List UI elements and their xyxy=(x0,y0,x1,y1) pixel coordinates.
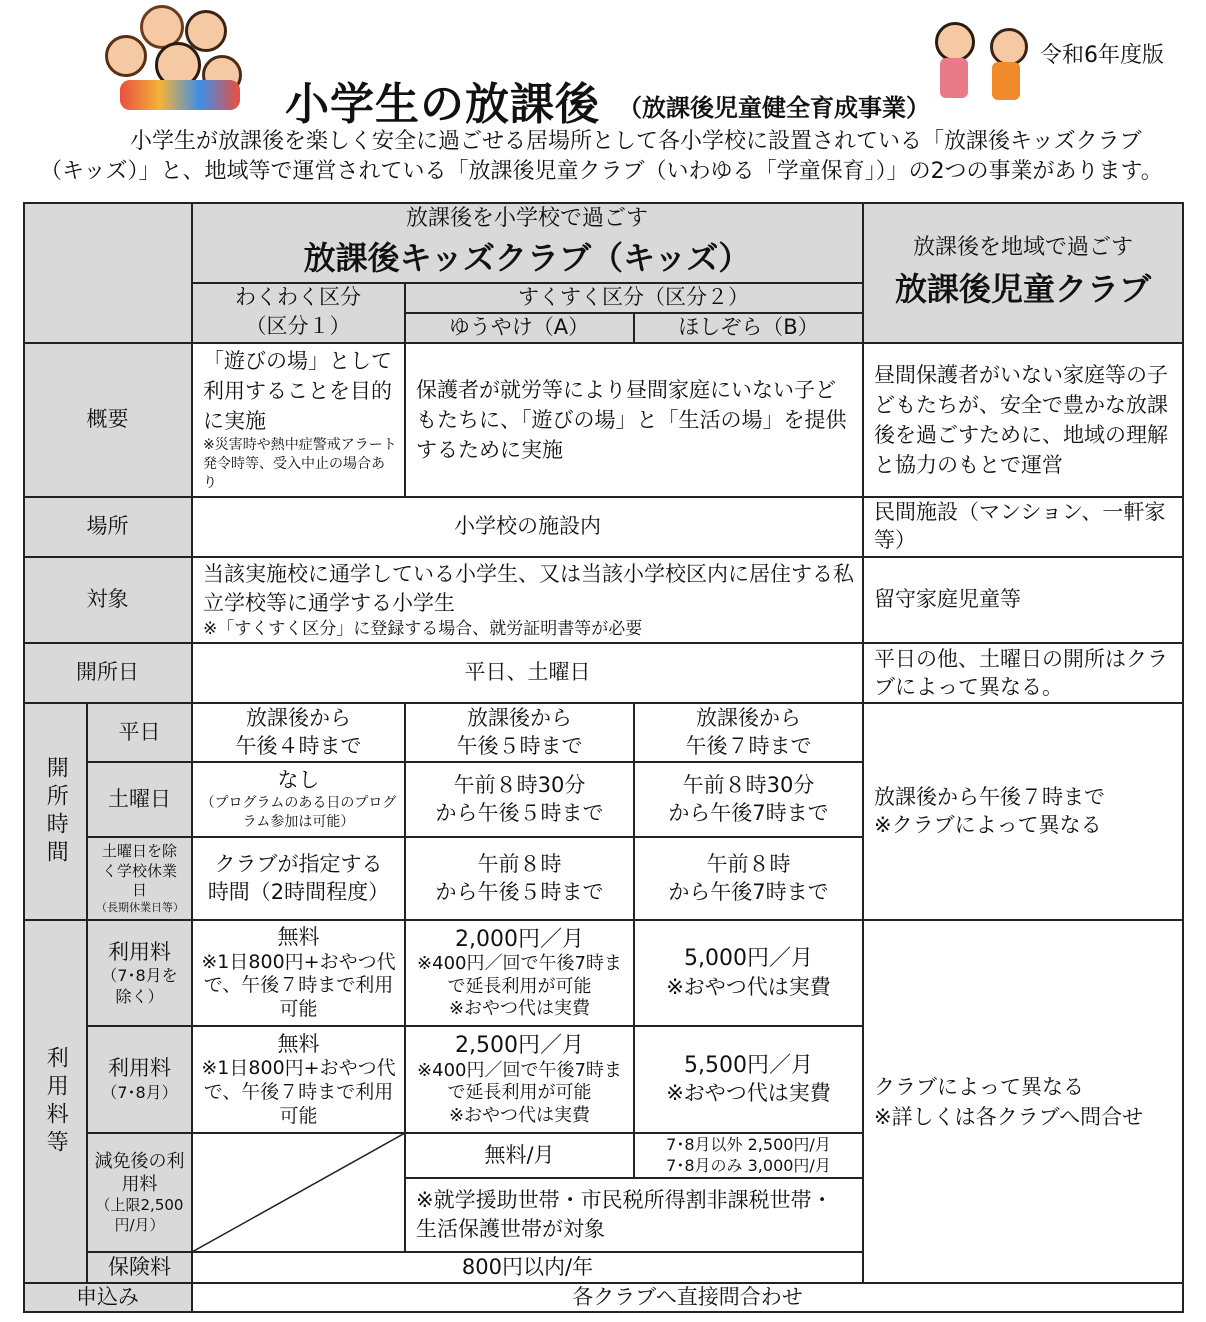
taisho-label: 対象 xyxy=(86,587,129,612)
doyo-hoshizora-2: から午後7時まで xyxy=(668,800,829,825)
heijitsu-waku-1: 放課後から xyxy=(246,706,351,731)
ryokin1-label: 利用料 xyxy=(108,939,171,964)
kaishobi-club: 平日の他、土曜日の開所はクラブによって異なる。 xyxy=(874,647,1168,699)
doyo-label: 土曜日 xyxy=(108,786,171,811)
doyo-waku-2: （プログラムのある日のプログラム参加は可能） xyxy=(200,795,397,831)
kyugyo-yuyake-2: から午後５時まで xyxy=(435,879,604,904)
genmen-hoshizora-1: 7･8月以外 2,500円/月 xyxy=(666,1134,831,1154)
page-title: 小学生の放課後 xyxy=(285,79,600,130)
ryokin2-waku-2: ※1日800円+おやつ代で、午後７時まで利用可能 xyxy=(201,1057,396,1127)
ryokin1-yuyake-2: ※400円／回で午後7時まで延長利用が可能 xyxy=(417,953,622,997)
sukusuku-header: すくすく区分（区分２） xyxy=(518,285,749,310)
basho-label: 場所 xyxy=(86,514,129,539)
gaiyo-label: 概要 xyxy=(86,407,129,432)
gaiyo-suku: 保護者が就労等により昼間家庭にいない子どもたちに、「遊びの場」と「生活の場」を提供するために実施 xyxy=(416,378,847,462)
ryokin1-waku-2: ※1日800円+おやつ代で、午後７時まで利用可能 xyxy=(201,950,396,1020)
genmen-hoshizora-2: 7･8月のみ 3,000円/月 xyxy=(666,1155,831,1175)
ryokin1-sub: （7･8月を除く） xyxy=(101,965,178,1006)
doyo-yuyake-1: 午前８時30分 xyxy=(453,773,586,798)
intro-paragraph: 小学生が放課後を楽しく安全に過ごせる居場所として各小学校に設置されている「放課後キッズクラブ（キッズ）」と、地域等で運営されている「放課後児童クラブ（いわゆる「学童保育」）」の2つの事業があります。 xyxy=(40,129,1163,184)
waku-header: わくわく区分 xyxy=(235,285,361,310)
heijitsu-label: 平日 xyxy=(118,719,161,744)
ryokin2-label: 利用料 xyxy=(108,1056,171,1081)
ryokin2-waku-1: 無料 xyxy=(277,1031,320,1056)
ryokin-club-2: ※詳しくは各クラブへ問合せ xyxy=(874,1104,1144,1129)
children-group-illustration xyxy=(100,0,260,115)
ryokin2-yuyake-2: ※400円／回で午後7時まで延長利用が可能 xyxy=(417,1059,622,1103)
kyugyo-hoshizora-2: から午後7時まで xyxy=(668,879,829,904)
yuyake-header: ゆうやけ（A） xyxy=(448,315,590,340)
taisho-kids: 当該実施校に通学している小学生、又は当該小学校区内に居住する私立学校等に通学する小学生 xyxy=(203,561,854,615)
basho-club: 民間施設（マンション、一軒家等） xyxy=(874,500,1166,552)
taisho-kids-note: ※「すくすく区分」に登録する場合、就労証明書等が必要 xyxy=(203,618,643,639)
kaishobi-kids: 平日、土曜日 xyxy=(464,660,591,685)
kids-subheading: 放課後を小学校で過ごす xyxy=(405,205,648,231)
ryokin1-waku-1: 無料 xyxy=(277,925,320,950)
page-subtitle: （放課後児童健全育成事業） xyxy=(618,94,930,122)
doyo-waku-1: なし xyxy=(277,767,320,792)
gaiyo-club: 昼間保護者がいない家庭等の子どもたちが、安全で豊かな放課後を過ごすために、地域の理解と協力のもとで運営 xyxy=(874,363,1168,477)
heijitsu-waku-2: 午後４時まで xyxy=(235,733,362,758)
ryokin2-hoshizora-1: 5,500円／月 xyxy=(684,1052,813,1078)
ryokin2-sub: （7･8月） xyxy=(101,1082,178,1102)
ryokin2-yuyake-1: 2,500円／月 xyxy=(455,1033,584,1058)
heijitsu-hoshizora-1: 放課後から xyxy=(696,706,801,731)
ryokin1-hoshizora-1: 5,000円／月 xyxy=(684,946,813,972)
club-subheading: 放課後を地域で過ごす xyxy=(912,234,1133,260)
kyugyo-label: 土曜日を除く学校休業日 xyxy=(101,842,177,900)
ryokin-group-label: 利用料等 xyxy=(43,1045,69,1158)
genmen-label: 減免後の利用料 xyxy=(94,1150,185,1195)
genmen-note: ※就学援助世帯・市民税所得割非課税世帯・生活保護世帯が対象 xyxy=(416,1188,833,1241)
gaiyo-waku: 「遊びの場」として利用することを目的に実施 xyxy=(203,349,392,433)
kids-heading: 放課後キッズクラブ（キッズ） xyxy=(303,239,751,278)
kyugyo-waku-1: クラブが指定する xyxy=(214,852,383,877)
ryokin1-hoshizora-2: ※おやつ代は実費 xyxy=(666,974,831,999)
hoken-value: 800円以内/年 xyxy=(461,1254,594,1279)
taisho-club: 留守家庭児童等 xyxy=(874,587,1021,612)
moushikomi-label: 申込み xyxy=(76,1284,139,1309)
ryokin2-yuyake-3: ※おやつ代は実費 xyxy=(448,1104,591,1126)
students-walking-illustration xyxy=(930,20,1035,110)
doyo-hoshizora-1: 午前８時30分 xyxy=(682,773,815,798)
kyugyo-hoshizora-1: 午前８時 xyxy=(706,852,791,877)
ryokin2-hoshizora-2: ※おやつ代は実費 xyxy=(666,1081,831,1106)
heijitsu-hoshizora-2: 午後７時まで xyxy=(685,733,812,758)
moushikomi-value: 各クラブへ直接問合わせ xyxy=(572,1284,803,1309)
jikan-club-2: ※クラブによって異なる xyxy=(874,812,1102,837)
empty-cell-diagonal xyxy=(192,1133,405,1252)
kyugyo-note: （長期休業日等） xyxy=(96,900,184,914)
heijitsu-yuyake-1: 放課後から xyxy=(467,706,572,731)
basho-kids: 小学校の施設内 xyxy=(454,514,601,539)
doyo-yuyake-2: から午後５時まで xyxy=(435,800,604,825)
hoken-label: 保険料 xyxy=(108,1254,171,1279)
kyugyo-yuyake-1: 午前８時 xyxy=(477,852,562,877)
jikan-club-1: 放課後から午後７時まで xyxy=(874,785,1105,810)
club-heading: 放課後児童クラブ xyxy=(894,270,1151,309)
kyugyo-waku-2: 時間（2時間程度） xyxy=(207,879,390,904)
hoshizora-header: ほしぞら（B） xyxy=(678,315,819,340)
genmen-sub: （上限2,500円/月） xyxy=(95,1196,184,1234)
jikan-group-label: 開所時間 xyxy=(43,755,69,868)
heijitsu-yuyake-2: 午後５時まで xyxy=(456,733,583,758)
gaiyo-waku-note: ※災害時や熱中症警戒アラート発令時等、受入中止の場合あり xyxy=(203,437,397,491)
edition-label: 令和6年度版 xyxy=(1040,43,1164,68)
ryokin1-yuyake-1: 2,000円／月 xyxy=(455,926,584,952)
ryokin-club-1: クラブによって異なる xyxy=(874,1074,1084,1099)
kaishobi-label: 開所日 xyxy=(76,660,139,685)
ryokin1-yuyake-3: ※おやつ代は実費 xyxy=(448,998,591,1019)
waku-header-sub: （区分１） xyxy=(245,314,351,339)
genmen-yuyake: 無料/月 xyxy=(484,1142,555,1167)
